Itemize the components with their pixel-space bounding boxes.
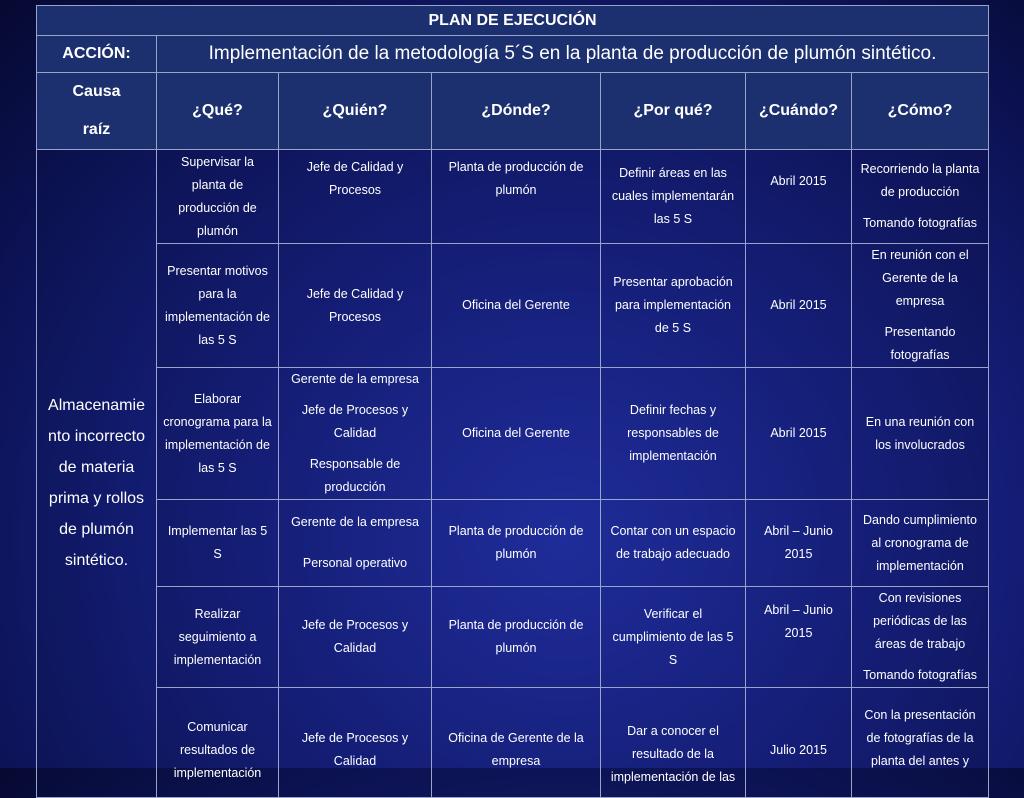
- root-cause-line: nto incorrecto: [48, 428, 145, 445]
- cell-line: Jefe de Calidad y: [306, 286, 404, 301]
- cell-line: empresa: [491, 754, 541, 768]
- cell-cuando: [746, 244, 852, 368]
- column-headers: [37, 73, 989, 150]
- header-causa-line: Causa: [72, 83, 121, 100]
- cell-line: de producción: [880, 185, 960, 199]
- cell-como: [852, 688, 989, 798]
- cell-line: Con la presentación: [864, 708, 976, 722]
- root-cause-cell: [37, 150, 157, 798]
- cell-line: periódicas de las: [873, 614, 967, 628]
- cell-line: Presentar motivos: [167, 263, 268, 278]
- cell-line: de 5 S: [654, 321, 692, 335]
- cell-line: cuales implementarán: [611, 189, 735, 203]
- table-row: [37, 500, 989, 587]
- accion-row: [37, 36, 989, 73]
- cell-que: [157, 368, 279, 500]
- cell-line: En reunión con el: [871, 248, 969, 262]
- cell-line: implementación de: [165, 437, 270, 452]
- cell-como: [852, 587, 989, 688]
- cell-line: las 5 S: [653, 212, 693, 226]
- cell-line: Presentando: [884, 325, 956, 339]
- table-row: [37, 688, 989, 798]
- root-cause-line: Almacenamie: [48, 397, 145, 414]
- header-cuando: ¿Cuándo?: [746, 73, 852, 150]
- cell-line: Oficina de Gerente de la: [448, 731, 584, 745]
- cell-line: Definir fechas y: [629, 403, 717, 417]
- cell-line: de trabajo adecuado: [616, 547, 730, 561]
- cell-line: Procesos: [328, 309, 382, 324]
- cell-line: Personal operativo: [302, 556, 408, 570]
- root-cause-line: sintético.: [64, 552, 129, 569]
- cell-line: Abril – Junio: [764, 524, 833, 538]
- cell-line: Dando cumplimiento: [863, 512, 977, 527]
- cell-que: [157, 587, 279, 688]
- cell-line: implementación: [629, 449, 717, 463]
- root-cause-line: de materia: [58, 459, 135, 476]
- cell-line: 2015: [784, 547, 813, 561]
- cell-line: Elaborar: [193, 391, 242, 406]
- cell-como: [852, 244, 989, 368]
- cell-line: producción: [324, 480, 386, 494]
- cell-quien: [279, 500, 432, 587]
- header-como: ¿Cómo?: [852, 73, 989, 150]
- cell-line: resultado de la: [631, 747, 714, 761]
- cell-line: Con revisiones: [878, 591, 962, 605]
- cell-line: empresa: [895, 294, 945, 308]
- cell-line: seguimiento a: [178, 629, 257, 644]
- cell-quien: [279, 150, 432, 244]
- cell-line: Definir áreas en las: [619, 166, 727, 180]
- cell-line: Realizar: [194, 606, 241, 621]
- cell-line: 2015: [784, 626, 813, 640]
- cell-line: plumón: [495, 547, 537, 561]
- cell-quien: [279, 368, 432, 500]
- header-que: ¿Qué?: [157, 73, 279, 150]
- root-cause-line: prima y rollos: [48, 490, 145, 507]
- cell-line: planta de: [191, 177, 244, 192]
- cell-line: de fotografías de la: [866, 731, 974, 745]
- cell-line: Dar a conocer el: [627, 724, 719, 738]
- cell-line: al cronograma de: [871, 535, 969, 550]
- cell-line: S: [213, 547, 222, 561]
- cell-line: Jefe de Procesos y: [301, 731, 409, 745]
- table-row: [37, 368, 989, 500]
- execution-plan-table: [36, 5, 989, 798]
- cell-line: las 5 S: [198, 332, 237, 347]
- cell-line: responsables de: [627, 426, 719, 440]
- cell-line: cumplimiento de las 5: [612, 629, 734, 644]
- cell-por-que: [601, 688, 746, 798]
- cell-line: implementación de las: [610, 770, 736, 784]
- header-causa-raiz: [37, 73, 157, 150]
- plan-title: PLAN DE EJECUCIÓN: [37, 6, 989, 36]
- cell-por-que: [601, 368, 746, 500]
- title-row: [37, 6, 989, 36]
- cell-line: las 5 S: [198, 460, 237, 475]
- cell-line: plumón: [495, 183, 537, 197]
- cell-line: Gerente de la: [882, 271, 958, 285]
- table-row: [37, 244, 989, 368]
- header-causa-line: raíz: [82, 121, 111, 138]
- cell-line: Calidad: [333, 754, 377, 768]
- cell-line: Oficina del Gerente: [462, 298, 570, 312]
- cell-line: plumón: [197, 223, 238, 238]
- cell-por-que: [601, 500, 746, 587]
- cell-line: Oficina del Gerente: [462, 426, 570, 440]
- cell-line: Planta de producción de: [448, 160, 584, 174]
- cell-que: [157, 244, 279, 368]
- cell-line: Jefe de Calidad y: [306, 160, 404, 174]
- cell-por-que: [601, 150, 746, 244]
- cell-line: En una reunión con: [865, 414, 975, 429]
- cell-line: áreas de trabajo: [874, 637, 966, 651]
- cell-por-que: [601, 244, 746, 368]
- cell-line: Verificar el: [643, 606, 703, 621]
- cell-line: Abril 2015: [770, 174, 827, 188]
- cell-line: resultados de: [179, 743, 256, 757]
- table-row: [37, 150, 989, 244]
- header-quien: ¿Quién?: [279, 73, 432, 150]
- cell-quien: [279, 688, 432, 798]
- cell-line: planta del antes y: [871, 754, 970, 768]
- cell-line: Comunicar: [187, 720, 248, 734]
- cell-line: Gerente de la empresa: [291, 372, 419, 386]
- cell-line: Planta de producción de: [448, 524, 584, 538]
- root-cause-line: de plumón: [59, 521, 134, 538]
- cell-line: plumón: [495, 641, 537, 655]
- cell-quien: [279, 244, 432, 368]
- cell-line: Abril 2015: [770, 426, 827, 440]
- cell-por-que: [601, 587, 746, 688]
- cell-line: implementación: [876, 558, 964, 573]
- cell-donde: [432, 368, 601, 500]
- cell-line: Calidad: [333, 426, 377, 440]
- table-row: [37, 587, 989, 688]
- cell-line: Presentar aprobación: [613, 275, 733, 289]
- cell-como: [852, 150, 989, 244]
- cell-line: implementación: [173, 766, 262, 780]
- cell-line: Tomando fotografías: [863, 668, 977, 682]
- cell-line: Planta de producción de: [448, 618, 584, 632]
- cell-line: fotografías: [890, 348, 950, 362]
- cell-cuando: [746, 368, 852, 500]
- cell-line: Gerente de la empresa: [291, 515, 419, 529]
- cell-line: Contar con un espacio: [610, 524, 736, 538]
- cell-cuando: [746, 688, 852, 798]
- cell-line: Abril – Junio: [764, 603, 833, 617]
- cell-line: producción de: [178, 200, 257, 215]
- cell-line: S: [668, 652, 678, 667]
- cell-line: Procesos: [328, 183, 382, 197]
- cell-line: Jefe de Procesos y: [301, 403, 409, 417]
- cell-como: [852, 500, 989, 587]
- cell-line: Responsable de: [309, 457, 401, 471]
- cell-line: Tomando fotografías: [863, 216, 977, 230]
- cell-line: Recorriendo la planta: [860, 162, 980, 176]
- accion-text: Implementación de la metodología 5´S en la planta de producción de plumón sintético.: [157, 36, 989, 73]
- cell-line: Julio 2015: [770, 743, 827, 757]
- cell-line: implementación: [173, 652, 262, 667]
- cell-que: [157, 688, 279, 798]
- cell-cuando: [746, 587, 852, 688]
- cell-donde: [432, 587, 601, 688]
- cell-quien: [279, 587, 432, 688]
- cell-donde: [432, 150, 601, 244]
- cell-line: los involucrados: [875, 437, 965, 452]
- cell-line: Jefe de Procesos y: [301, 618, 409, 632]
- cell-donde: [432, 688, 601, 798]
- cell-line: Implementar las 5: [167, 524, 268, 538]
- header-por-que: ¿Por qué?: [601, 73, 746, 150]
- cell-como: [852, 368, 989, 500]
- cell-line: Supervisar la: [181, 154, 254, 169]
- cell-line: cronograma para la: [163, 414, 272, 429]
- cell-line: Calidad: [333, 641, 377, 655]
- accion-label: ACCIÓN:: [37, 36, 157, 73]
- cell-donde: [432, 500, 601, 587]
- cell-line: para implementación: [614, 298, 732, 312]
- cell-que: [157, 150, 279, 244]
- cell-line: implementación de: [165, 309, 270, 324]
- cell-que: [157, 500, 279, 587]
- header-donde: ¿Dónde?: [432, 73, 601, 150]
- cell-donde: [432, 244, 601, 368]
- cell-cuando: [746, 150, 852, 244]
- cell-line: para la: [198, 286, 237, 301]
- cell-cuando: [746, 500, 852, 587]
- cell-line: Abril 2015: [770, 298, 827, 312]
